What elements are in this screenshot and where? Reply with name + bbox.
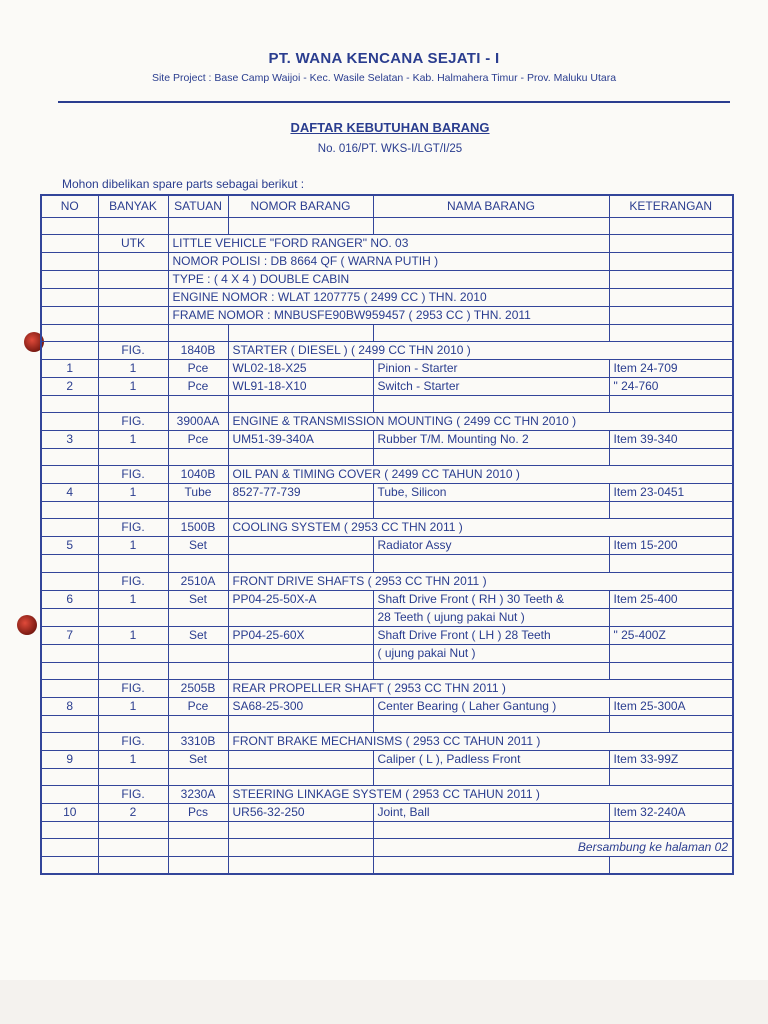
item-no: 1 <box>41 359 98 377</box>
empty-cell <box>41 733 98 751</box>
item-part-no: PP04-25-50X-A <box>228 590 373 608</box>
item-name: Switch - Starter <box>373 377 609 395</box>
item-no: 6 <box>41 590 98 608</box>
empty-cell <box>168 822 228 839</box>
item-row <box>41 644 733 662</box>
figure-row <box>41 786 733 804</box>
empty-cell <box>228 662 373 679</box>
empty-cell <box>609 662 733 679</box>
item-unit: Pce <box>168 697 228 715</box>
col-name: NAMA BARANG <box>373 195 609 217</box>
item-no: 4 <box>41 484 98 502</box>
item-name: Radiator Assy <box>373 537 609 555</box>
item-remarks: Item 24-709 <box>609 359 733 377</box>
request-text: Mohon dibelikan spare parts sebagai berikut : <box>62 177 305 191</box>
fig-label: FIG. <box>98 341 168 359</box>
empty-cell <box>168 502 228 519</box>
item-unit: Set <box>168 751 228 769</box>
fig-description: STARTER ( DIESEL ) ( 2499 CC THN 2010 ) <box>228 341 733 359</box>
item-unit: Tube <box>168 484 228 502</box>
item-no: 10 <box>41 804 98 822</box>
figure-row <box>41 341 733 359</box>
item-no: 5 <box>41 537 98 555</box>
item-remarks: Item 25-300A <box>609 697 733 715</box>
empty-cell <box>228 324 373 341</box>
item-qty: 1 <box>98 484 168 502</box>
empty-cell <box>609 769 733 786</box>
empty-cell <box>373 395 609 412</box>
item-part-no: 8527-77-739 <box>228 484 373 502</box>
empty-cell <box>373 502 609 519</box>
empty-cell <box>168 715 228 732</box>
empty-cell <box>168 449 228 466</box>
vehicle-row <box>41 306 733 324</box>
empty-cell <box>168 769 228 786</box>
empty-cell <box>98 715 168 732</box>
table-row <box>41 662 733 679</box>
continuation-row <box>41 839 733 857</box>
item-name: Rubber T/M. Mounting No. 2 <box>373 431 609 449</box>
vehicle-row <box>41 234 733 252</box>
site-project: Site Project : Base Camp Waijoi - Kec. Wasile Selatan - Kab. Halmahera Timur - Prov. Maluku Utara <box>151 72 617 84</box>
fig-code: 1040B <box>168 466 228 484</box>
empty-cell <box>98 502 168 519</box>
empty-cell <box>98 662 168 679</box>
figure-row <box>41 519 733 537</box>
fig-code: 3900AA <box>168 413 228 431</box>
fig-description: ENGINE & TRANSMISSION MOUNTING ( 2499 CC THN 2010 ) <box>228 413 733 431</box>
item-row <box>41 537 733 555</box>
item-unit: Pcs <box>168 804 228 822</box>
item-unit: Set <box>168 537 228 555</box>
vehicle-row <box>41 270 733 288</box>
figure-row <box>41 733 733 751</box>
item-no: 9 <box>41 751 98 769</box>
fig-label: FIG. <box>98 572 168 590</box>
item-part-no <box>228 751 373 769</box>
item-part-no: WL02-18-X25 <box>228 359 373 377</box>
empty-cell <box>98 449 168 466</box>
fig-description: REAR PROPELLER SHAFT ( 2953 CC THN 2011 ) <box>228 679 733 697</box>
fig-code: 3310B <box>168 733 228 751</box>
item-unit: Set <box>168 626 228 644</box>
empty-cell <box>228 857 373 874</box>
vehicle-row <box>41 288 733 306</box>
empty-cell <box>98 822 168 839</box>
empty-cell <box>98 555 168 572</box>
fig-description: FRONT BRAKE MECHANISMS ( 2953 CC TAHUN 2011 ) <box>228 733 733 751</box>
empty-cell <box>228 555 373 572</box>
fig-label: FIG. <box>98 733 168 751</box>
empty-cell <box>41 449 98 466</box>
empty-cell <box>609 324 733 341</box>
vehicle-line: TYPE : ( 4 X 4 ) DOUBLE CABIN <box>168 270 609 288</box>
table-header <box>41 195 733 217</box>
empty-cell <box>168 857 228 874</box>
item-name: 28 Teeth ( ujung pakai Nut ) <box>373 608 609 626</box>
item-no <box>41 644 98 662</box>
item-unit: Set <box>168 590 228 608</box>
item-part-no <box>228 644 373 662</box>
fig-code: 2510A <box>168 572 228 590</box>
empty-cell <box>98 839 168 857</box>
item-qty: 1 <box>98 377 168 395</box>
item-no <box>41 608 98 626</box>
item-row <box>41 697 733 715</box>
item-remarks: " 25-400Z <box>609 626 733 644</box>
empty-cell <box>228 822 373 839</box>
empty-cell <box>228 502 373 519</box>
fig-label: FIG. <box>98 413 168 431</box>
empty-cell <box>98 395 168 412</box>
table-row <box>41 715 733 732</box>
item-row <box>41 804 733 822</box>
item-remarks: " 24-760 <box>609 377 733 395</box>
empty-cell <box>41 715 98 732</box>
item-remarks: Item 15-200 <box>609 537 733 555</box>
item-name: Joint, Ball <box>373 804 609 822</box>
figure-row <box>41 413 733 431</box>
item-qty: 2 <box>98 804 168 822</box>
table-row <box>41 822 733 839</box>
empty-cell <box>41 769 98 786</box>
fig-description: COOLING SYSTEM ( 2953 CC THN 2011 ) <box>228 519 733 537</box>
document-number: No. 016/PT. WKS-I/LGT/I/25 <box>317 143 463 155</box>
col-no: NO <box>41 195 98 217</box>
item-row <box>41 359 733 377</box>
empty-cell <box>41 822 98 839</box>
item-remarks: Item 23-0451 <box>609 484 733 502</box>
col-qty: BANYAK <box>98 195 168 217</box>
empty-cell <box>609 502 733 519</box>
item-name: Pinion - Starter <box>373 359 609 377</box>
empty-cell <box>228 449 373 466</box>
parts-table <box>40 194 734 875</box>
fig-label: FIG. <box>98 786 168 804</box>
col-unit: SATUAN <box>168 195 228 217</box>
empty-cell <box>609 449 733 466</box>
item-unit <box>168 608 228 626</box>
item-row <box>41 608 733 626</box>
item-no: 7 <box>41 626 98 644</box>
table-row <box>41 502 733 519</box>
col-part-no: NOMOR BARANG <box>228 195 373 217</box>
item-qty: 1 <box>98 431 168 449</box>
item-row <box>41 590 733 608</box>
item-no: 2 <box>41 377 98 395</box>
table-row <box>41 769 733 786</box>
figure-row <box>41 466 733 484</box>
vehicle-line: LITTLE VEHICLE "FORD RANGER" NO. 03 <box>168 234 609 252</box>
empty-cell <box>168 662 228 679</box>
item-part-no: UR56-32-250 <box>228 804 373 822</box>
fig-code: 2505B <box>168 679 228 697</box>
fig-label: FIG. <box>98 519 168 537</box>
empty-cell <box>41 341 98 359</box>
empty-cell <box>168 555 228 572</box>
empty-cell <box>168 395 228 412</box>
empty-cell <box>41 857 98 874</box>
item-unit <box>168 644 228 662</box>
item-qty: 1 <box>98 626 168 644</box>
item-part-no <box>228 608 373 626</box>
empty-cell <box>168 324 228 341</box>
empty-cell <box>41 519 98 537</box>
empty-cell <box>41 786 98 804</box>
item-remarks: Item 33-99Z <box>609 751 733 769</box>
empty-cell <box>373 449 609 466</box>
item-name: ( ujung pakai Nut ) <box>373 644 609 662</box>
item-row <box>41 431 733 449</box>
item-name: Shaft Drive Front ( RH ) 30 Teeth & <box>373 590 609 608</box>
empty-cell <box>41 662 98 679</box>
item-row <box>41 484 733 502</box>
item-unit: Pce <box>168 431 228 449</box>
empty-cell <box>41 555 98 572</box>
item-part-no: UM51-39-340A <box>228 431 373 449</box>
fig-label: FIG. <box>98 679 168 697</box>
vehicle-row <box>41 252 733 270</box>
item-no: 3 <box>41 431 98 449</box>
item-name: Shaft Drive Front ( LH ) 28 Teeth <box>373 626 609 644</box>
fig-description: OIL PAN & TIMING COVER ( 2499 CC TAHUN 2010 ) <box>228 466 733 484</box>
empty-cell <box>41 395 98 412</box>
table-row <box>41 217 733 234</box>
item-name: Caliper ( L ), Padless Front <box>373 751 609 769</box>
fig-code: 3230A <box>168 786 228 804</box>
vehicle-line: NOMOR POLISI : DB 8664 QF ( WARNA PUTIH ) <box>168 252 609 270</box>
fig-code: 1840B <box>168 341 228 359</box>
fig-code: 1500B <box>168 519 228 537</box>
item-qty: 1 <box>98 590 168 608</box>
empty-cell <box>41 679 98 697</box>
empty-cell <box>373 769 609 786</box>
item-part-no: PP04-25-60X <box>228 626 373 644</box>
item-qty: 1 <box>98 697 168 715</box>
empty-cell <box>373 715 609 732</box>
item-row <box>41 377 733 395</box>
item-part-no: SA68-25-300 <box>228 697 373 715</box>
item-qty: 1 <box>98 751 168 769</box>
item-remarks: Item 32-240A <box>609 804 733 822</box>
empty-cell <box>98 769 168 786</box>
item-qty: 1 <box>98 537 168 555</box>
company-name: PT. WANA KENCANA SEJATI - I <box>268 50 500 67</box>
figure-row <box>41 572 733 590</box>
empty-cell <box>168 839 228 857</box>
fig-description: STEERING LINKAGE SYSTEM ( 2953 CC TAHUN 2011 ) <box>228 786 733 804</box>
empty-cell <box>228 395 373 412</box>
continuation-note: Bersambung ke halaman 02 <box>373 839 733 857</box>
item-unit: Pce <box>168 377 228 395</box>
vehicle-utk: UTK <box>98 234 168 252</box>
vehicle-line: ENGINE NOMOR : WLAT 1207775 ( 2499 CC ) THN. 2010 <box>168 288 609 306</box>
table-row <box>41 555 733 572</box>
item-part-no: WL91-18-X10 <box>228 377 373 395</box>
item-remarks: Item 25-400 <box>609 590 733 608</box>
item-no: 8 <box>41 697 98 715</box>
fig-label: FIG. <box>98 466 168 484</box>
item-name: Center Bearing ( Laher Gantung ) <box>373 697 609 715</box>
empty-cell <box>373 662 609 679</box>
empty-cell <box>609 822 733 839</box>
empty-cell <box>41 502 98 519</box>
col-remarks: KETERANGAN <box>609 195 733 217</box>
empty-cell <box>41 839 98 857</box>
empty-cell <box>609 395 733 412</box>
empty-cell <box>98 324 168 341</box>
item-remarks: Item 39-340 <box>609 431 733 449</box>
empty-cell <box>41 572 98 590</box>
empty-cell <box>609 715 733 732</box>
vehicle-line: FRAME NOMOR : MNBUSFE90BW959457 ( 2953 CC ) THN. 2011 <box>168 306 609 324</box>
empty-cell <box>228 715 373 732</box>
empty-cell <box>373 857 609 874</box>
item-qty <box>98 608 168 626</box>
item-row <box>41 751 733 769</box>
header-divider <box>58 101 730 103</box>
empty-cell <box>373 822 609 839</box>
item-name: Tube, Silicon <box>373 484 609 502</box>
punch-hole <box>17 615 37 635</box>
item-unit: Pce <box>168 359 228 377</box>
item-row <box>41 626 733 644</box>
table-row <box>41 857 733 874</box>
item-remarks <box>609 608 733 626</box>
item-qty <box>98 644 168 662</box>
empty-cell <box>41 324 98 341</box>
empty-cell <box>373 324 609 341</box>
empty-cell <box>228 839 373 857</box>
empty-cell <box>609 857 733 874</box>
empty-cell <box>41 466 98 484</box>
empty-cell <box>98 857 168 874</box>
item-remarks <box>609 644 733 662</box>
empty-cell <box>373 555 609 572</box>
table-row <box>41 395 733 412</box>
empty-cell <box>41 413 98 431</box>
fig-description: FRONT DRIVE SHAFTS ( 2953 CC THN 2011 ) <box>228 572 733 590</box>
document-title: DAFTAR KEBUTUHAN BARANG <box>290 120 490 135</box>
item-part-no <box>228 537 373 555</box>
item-qty: 1 <box>98 359 168 377</box>
table-row <box>41 449 733 466</box>
empty-cell <box>609 555 733 572</box>
figure-row <box>41 679 733 697</box>
table-row <box>41 324 733 341</box>
empty-cell <box>228 769 373 786</box>
